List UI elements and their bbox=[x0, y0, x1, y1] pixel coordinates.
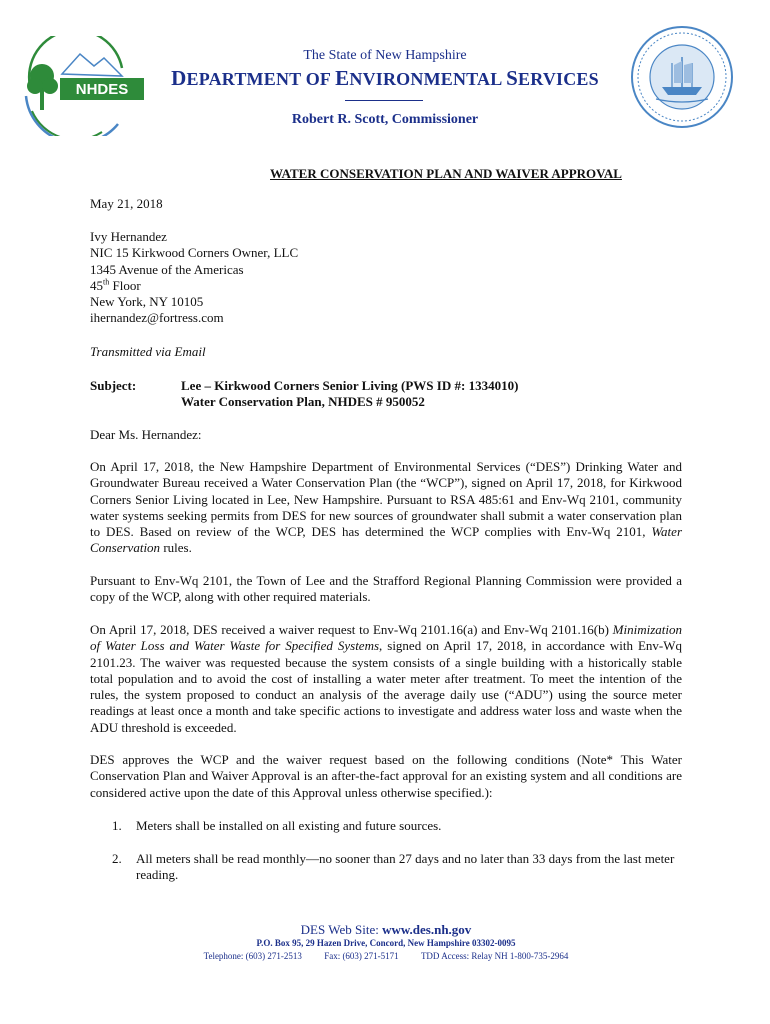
condition-1-number: 1. bbox=[112, 818, 122, 833]
letter-title: WATER CONSERVATION PLAN AND WAIVER APPROVAL bbox=[270, 166, 622, 181]
letter-date: May 21, 2018 bbox=[90, 196, 163, 211]
transmitted-note: Transmitted via Email bbox=[90, 344, 206, 359]
salutation: Dear Ms. Hernandez: bbox=[90, 427, 202, 442]
commissioner-line: Robert R. Scott, Commissioner bbox=[291, 112, 479, 127]
footer-website: DES Web Site: www.des.nh.gov bbox=[300, 922, 472, 937]
paragraph-4: DES approves the WCP and the waiver request based on the following conditions (Note* This Water Conservation Plan and Waiver Approval is an after-the-fact approval for an existing system and all conditions are considered active upon the date of this Approval unless otherwise specified.): bbox=[90, 752, 682, 800]
condition-2-text: All meters shall be read monthly—no sooner than 27 days and no later than 33 days from the last meter reading. bbox=[136, 851, 675, 883]
state-line: The State of New Hampshire bbox=[303, 48, 467, 63]
department-name: DEPARTMENT OF ENVIRONMENTAL SERVICES bbox=[171, 66, 599, 90]
subject-line-2: Water Conservation Plan, NHDES # 950052 bbox=[181, 394, 425, 410]
addressee-city: New York, NY 10105 bbox=[90, 294, 204, 310]
paragraph-3: On April 17, 2018, DES received a waiver request to Env-Wq 2101.16(a) and Env-Wq 2101.16(b) Minimization of Water Loss and Water Waste for Specified Systems, signed on April 17, 2018, in accordance with Env-Wq 2101.23. The waiver was requested because the system consists of a single building with a historically stable total population and to avoid the cost of installing a water meter after treatment. To meet the intention of the rules, the system proposed to conduct an analysis of the average daily use (“ADU”) using the source meter readings at least once a month and take specific actions to investigate and address water loss and waste when the ADU threshold is exceeded. bbox=[90, 622, 682, 735]
condition-1-text: Meters shall be installed on all existing and future sources. bbox=[136, 818, 442, 833]
addressee-name: Ivy Hernandez bbox=[90, 229, 167, 244]
footer-fax: Fax: (603) 271-5171 bbox=[324, 951, 399, 961]
addressee-floor: 45th Floor bbox=[90, 277, 141, 293]
subject-text bbox=[181, 378, 518, 411]
footer-contacts bbox=[90, 951, 682, 961]
subject-line-1: Lee – Kirkwood Corners Senior Living (PWS ID #: 1334010) bbox=[181, 378, 519, 393]
footer-tdd: TDD Access: Relay NH 1-800-735-2964 bbox=[420, 951, 569, 961]
logo-text: NHDES bbox=[75, 81, 129, 98]
nhdes-logo bbox=[22, 36, 147, 136]
header-rule bbox=[345, 100, 423, 101]
addressee-street: 1345 Avenue of the Americas bbox=[90, 261, 244, 277]
paragraph-2: Pursuant to Env-Wq 2101, the Town of Lee and the Strafford Regional Planning Commission were provided a copy of the WCP, along with other required materials. bbox=[90, 573, 682, 605]
addressee-company: NIC 15 Kirkwood Corners Owner, LLC bbox=[90, 245, 299, 261]
addressee-email: ihernandez@fortress.com bbox=[90, 310, 224, 326]
footer-telephone: Telephone: (603) 271-2513 bbox=[203, 951, 302, 961]
condition-2-number: 2. bbox=[112, 851, 122, 866]
website-link[interactable]: www.des.nh.gov bbox=[382, 922, 472, 937]
state-seal bbox=[630, 25, 734, 129]
footer-address: P.O. Box 95, 29 Hazen Drive, Concord, New Hampshire 03302-0095 bbox=[256, 938, 516, 948]
paragraph-1: On April 17, 2018, the New Hampshire Department of Environmental Services (“DES”) Drinking Water and Groundwater Bureau received a Water Conservation Plan (the “WCP”), signed on April 17, 2018, for Kirkwood Corners Senior Living located in Lee, New Hampshire. Pursuant to RSA 485:61 and Env-Wq 2101, community water systems seeking permits from DES for new sources of groundwater shall submit a water conservation plan to DES. Based on review of the WCP, DES has determined the WCP complies with Env-Wq 2101, Water Conservation rules. bbox=[90, 459, 682, 556]
subject-label: Subject: bbox=[90, 378, 137, 393]
address-block bbox=[90, 229, 682, 327]
